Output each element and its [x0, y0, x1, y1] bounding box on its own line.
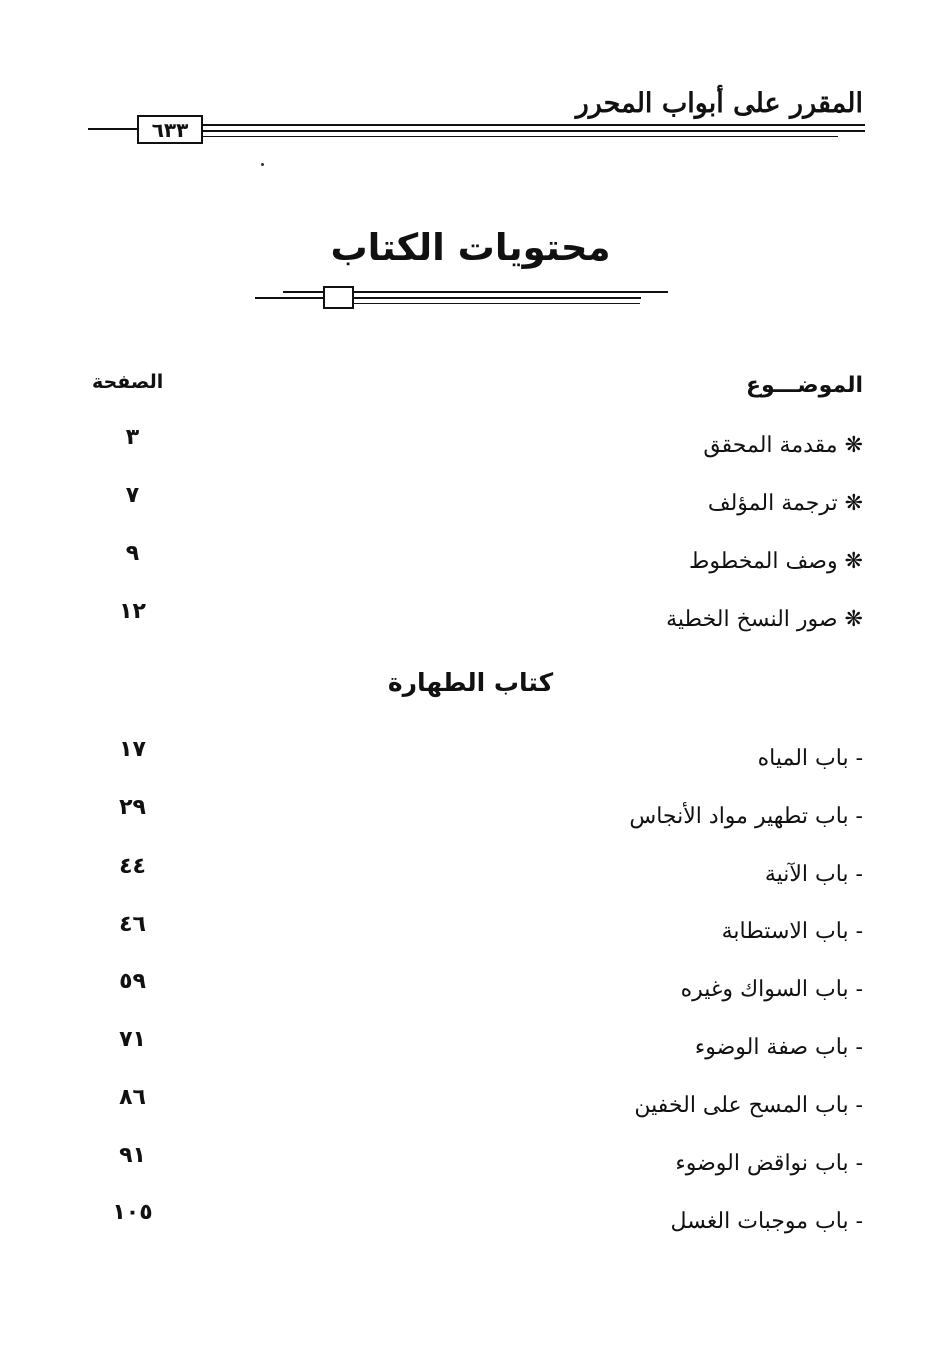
toc-entry-page: ٤٤ — [119, 854, 146, 879]
title-ornament-box — [323, 286, 354, 309]
toc-entry-label: - باب السواك وغيره — [680, 977, 863, 1002]
toc-entry-label: - باب المياه — [757, 746, 863, 771]
toc-entry-label: - باب موجبات الغسل — [670, 1209, 863, 1234]
page-title: محتويات الكتاب — [330, 226, 611, 269]
toc-entry-page: ٧ — [125, 483, 140, 508]
toc-entry-page: ٥٩ — [119, 969, 146, 994]
header-rule-thin — [203, 136, 838, 137]
header-rule-left — [88, 128, 138, 130]
toc-entry-label: - باب المسح على الخفين — [634, 1093, 863, 1118]
title-rule-thin — [354, 303, 640, 304]
toc-entry-label: - باب الآنية — [764, 862, 863, 887]
column-header-topic: الموضـــوع — [746, 373, 863, 398]
toc-entry-page: ٩ — [125, 541, 140, 566]
toc-entry-page: ١٠٥ — [112, 1200, 153, 1225]
page-number: ٦٣٣ — [137, 115, 203, 144]
section-heading: كتاب الطهارة — [387, 668, 554, 697]
toc-entry-label: ❋ مقدمة المحقق — [703, 433, 863, 458]
toc-entry-label: - باب صفة الوضوء — [694, 1035, 863, 1060]
toc-entry-page: ١٧ — [119, 737, 146, 762]
column-header-page: الصفحة — [92, 371, 164, 393]
ink-speck — [261, 163, 264, 166]
toc-entry-page: ٨٦ — [119, 1085, 146, 1110]
toc-entry-page: ٧١ — [119, 1027, 146, 1052]
toc-entry-label: - باب الاستطابة — [721, 919, 863, 944]
title-rule-bottom — [255, 297, 641, 299]
toc-entry-label: ❋ وصف المخطوط — [689, 549, 863, 574]
toc-entry-page: ٣ — [125, 425, 140, 450]
toc-entry-page: ٤٦ — [119, 912, 146, 937]
running-title: المقرر على أبواب المحرر — [575, 88, 863, 119]
toc-entry-label: ❋ ترجمة المؤلف — [707, 491, 863, 516]
toc-entry-label: ❋ صور النسخ الخطية — [666, 607, 863, 632]
toc-entry-page: ١٢ — [119, 599, 146, 624]
toc-entry-label: - باب نواقض الوضوء — [675, 1151, 863, 1176]
header-rule-bottom — [203, 130, 865, 132]
header-rule-top — [203, 124, 865, 126]
toc-entry-page: ٢٩ — [119, 795, 146, 820]
toc-entry-page: ٩١ — [119, 1143, 146, 1168]
toc-entry-label: - باب تطهير مواد الأنجاس — [629, 804, 863, 829]
